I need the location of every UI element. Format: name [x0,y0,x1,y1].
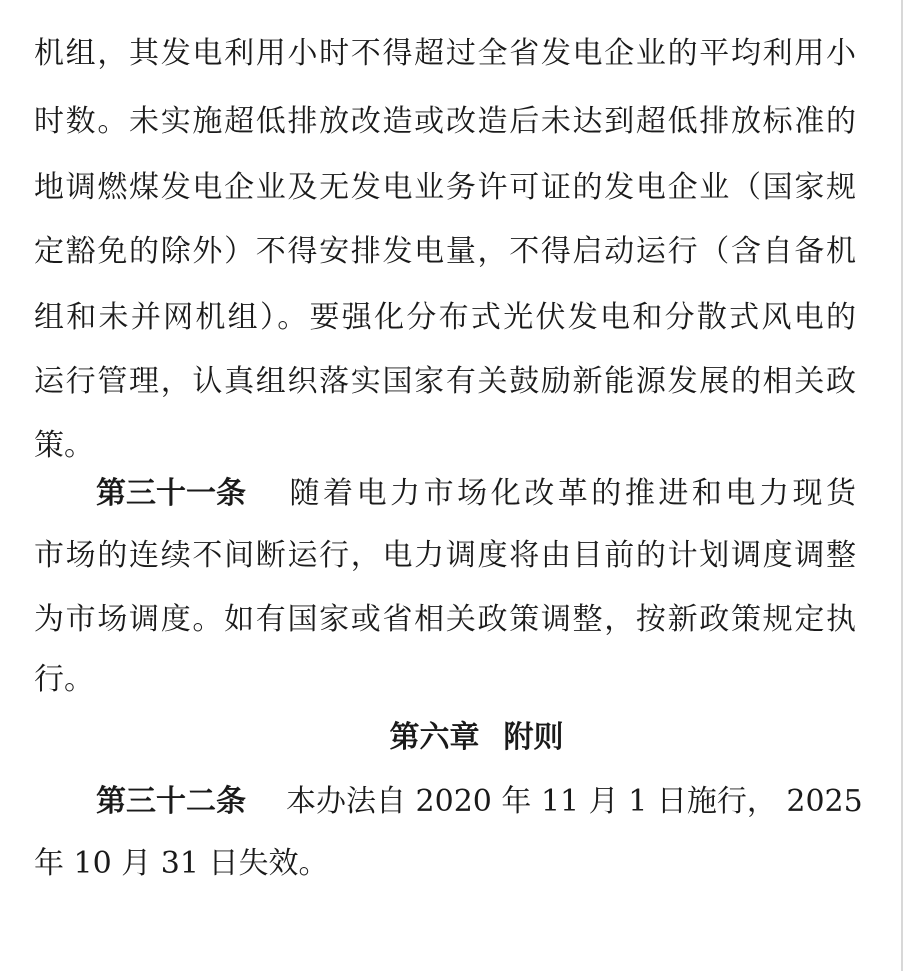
article-32-label: 第三十二条 [96,784,246,819]
paragraph-line: 年 10 月 31 日失效。 [34,846,329,881]
paragraph-line: 机组，其发电利用小时不得超过全省发电企业的平均利用小 [34,36,856,71]
paragraph-line: 组和未并网机组）。要强化分布式光伏发电和分散式风电的 [34,300,856,335]
chapter-number: 第六章 [389,720,480,755]
paragraph-line: 运行管理，认真组织落实国家有关鼓励新能源发展的相关政 [34,364,856,399]
paragraph-line: 行。 [34,662,94,697]
article-32-first-line [96,772,863,832]
article-31-label: 第三十一条 [96,476,246,511]
article-31-first-line [96,464,856,524]
paragraph-line: 策。 [34,428,94,463]
article-32-text: 本办法自 2020 年 11 月 1 日施行， 2025 [286,784,863,819]
paragraph-line: 市场的连续不间断运行，电力调度将由目前的计划调度调整 [34,538,856,573]
paragraph-line: 时数。未实施超低排放改造或改造后未达到超低排放标准的 [34,104,856,139]
paragraph-line: 定豁免的除外）不得安排发电量，不得启动运行（含自备机 [34,234,856,269]
article-31-text: 随着电力市场化改革的推进和电力现货 [286,476,856,511]
chapter-heading [0,708,903,768]
paragraph-line: 地调燃煤发电企业及无发电业务许可证的发电企业（国家规 [34,170,856,205]
chapter-title: 附则 [503,720,564,755]
paragraph-line: 为市场调度。如有国家或省相关政策调整，按新政策规定执 [34,602,856,637]
